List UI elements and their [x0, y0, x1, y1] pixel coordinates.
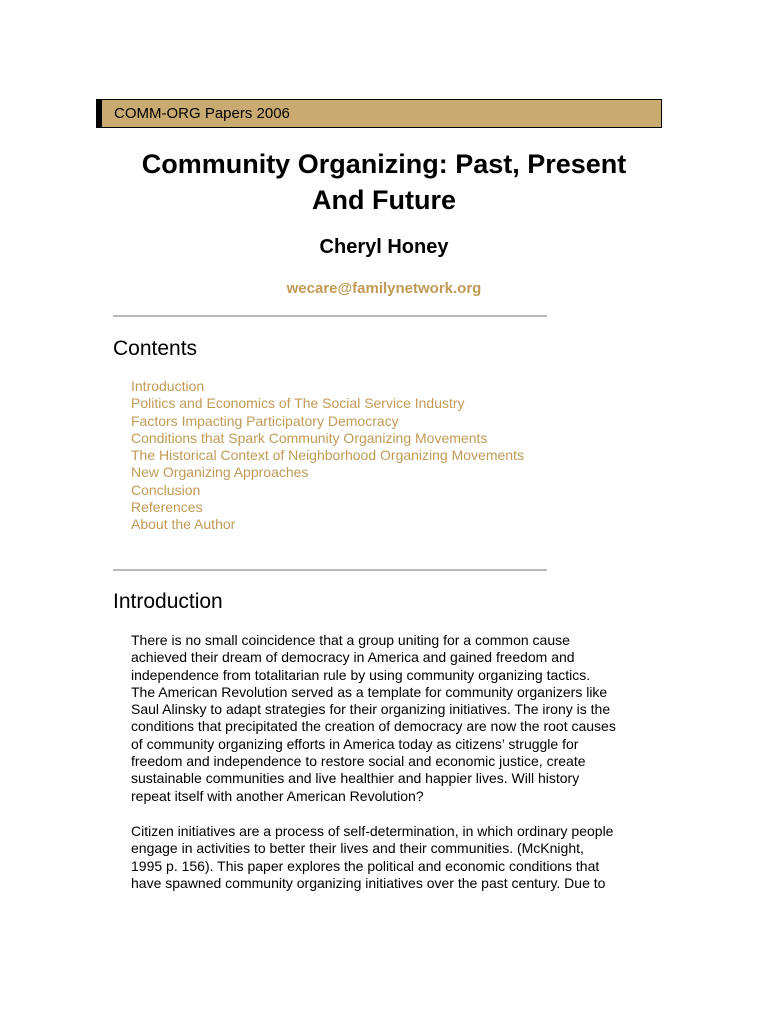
toc-link-conditions[interactable]: Conditions that Spark Community Organizing Movements — [131, 429, 488, 446]
text-line: sustainable communities and live healthier and happier lives. Will history — [131, 770, 580, 787]
introduction-paragraph-1 — [131, 632, 661, 805]
paper-title — [100, 146, 668, 218]
text-line: have spawned community organizing initiatives over the past century. Due to — [131, 874, 606, 891]
text-line: repeat itself with another American Revolution? — [131, 787, 424, 804]
toc-link-new-approaches[interactable]: New Organizing Approaches — [131, 464, 309, 481]
series-banner — [96, 99, 662, 128]
toc-link-introduction[interactable]: Introduction — [131, 378, 205, 394]
text-line: of community organizing efforts in America today as citizens’ struggle for — [131, 735, 579, 752]
author-email-link[interactable]: wecare@familynetwork.org — [286, 280, 482, 297]
introduction-heading: Introduction — [113, 590, 223, 613]
text-line: freedom and independence to restore social and economic justice, create — [131, 753, 586, 770]
text-line: engage in activities to better their lives and their communities. (McKnight, — [131, 840, 584, 857]
series-label: COMM-ORG Papers 2006 — [114, 105, 290, 122]
text-line: Saul Alinsky to adapt strategies for their organizing initiatives. The irony is the — [131, 701, 611, 718]
toc-link-references[interactable]: References — [131, 499, 203, 516]
text-line: independence from totalitarian rule by using community organizing tactics. — [131, 666, 591, 683]
contents-heading: Contents — [113, 337, 198, 360]
text-line: achieved their dream of democracy in America and gained freedom and — [131, 649, 575, 666]
title-line-2: And Future — [312, 185, 456, 215]
divider — [113, 569, 547, 571]
table-of-contents — [131, 378, 524, 534]
toc-link-conclusion[interactable]: Conclusion — [131, 481, 201, 498]
author-name: Cheryl Honey — [319, 236, 449, 258]
title-line-1: Community Organizing: Past, Present — [141, 149, 627, 179]
toc-link-about-author[interactable]: About the Author — [131, 516, 236, 533]
text-line: The American Revolution served as a template for community organizers like — [131, 683, 608, 700]
text-line: 1995 p. 156). This paper explores the political and economic conditions that — [131, 857, 600, 874]
text-line: There is no small coincidence that a group uniting for a common cause — [131, 632, 570, 648]
toc-link-historical-context[interactable]: The Historical Context of Neighborhood Organizing Movements — [131, 447, 524, 464]
text-line: conditions that precipitated the creation of democracy are now the root causes — [131, 718, 616, 735]
toc-link-factors-democracy[interactable]: Factors Impacting Participatory Democracy — [131, 412, 399, 429]
toc-link-politics-economics[interactable]: Politics and Economics of The Social Service Industry — [131, 395, 465, 412]
divider — [113, 315, 547, 317]
introduction-paragraph-2 — [131, 823, 661, 892]
text-line: Citizen initiatives are a process of self-determination, in which ordinary people — [131, 823, 614, 839]
